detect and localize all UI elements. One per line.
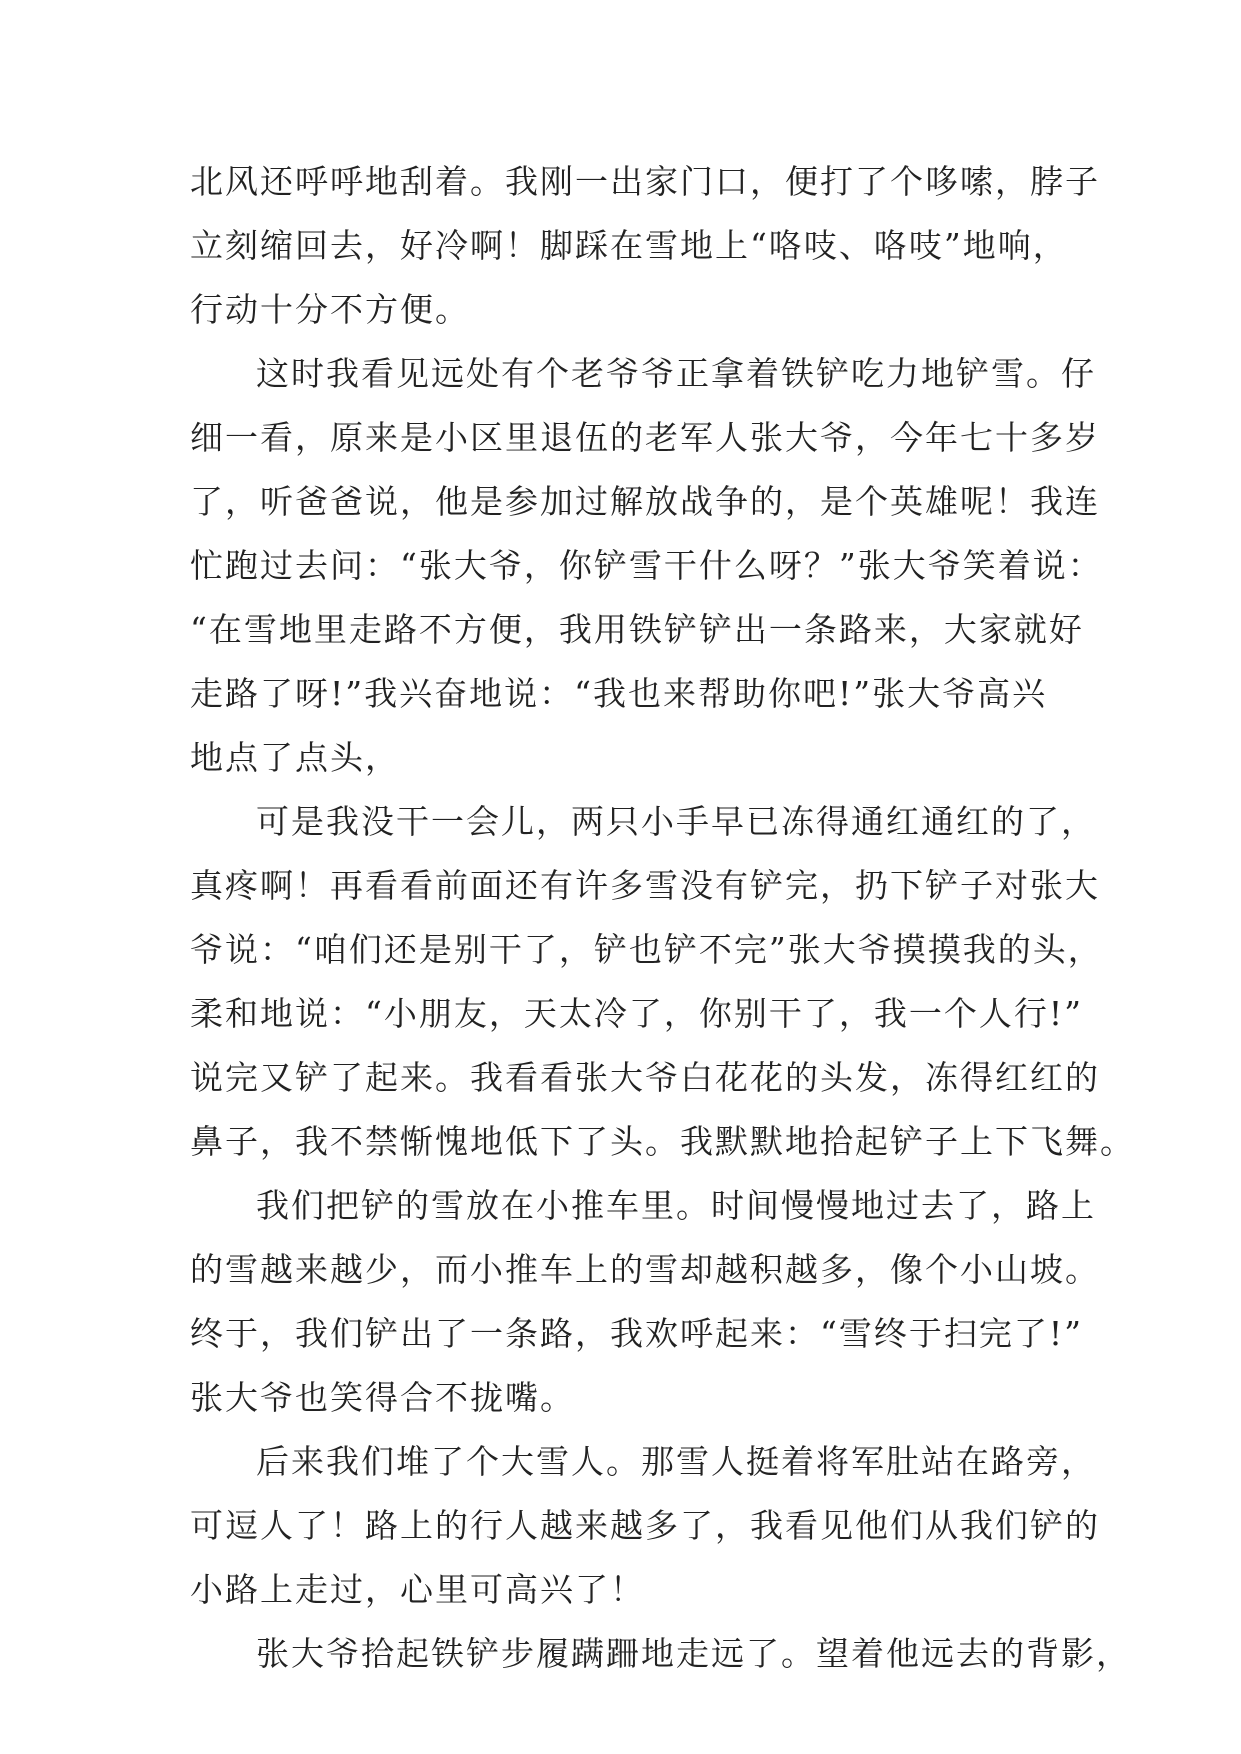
paragraph-first-line: 后来我们堆了个大雪人。那雪人挺着将军肚站在路旁， [256,1442,1096,1481]
text-line: 张大爷也笑得合不拢嘴。 [190,1378,575,1417]
text-line: 细一看，原来是小区里退伍的老军人张大爷，今年七十多岁 [190,418,1100,457]
paragraph-first-line: 可是我没干一会儿，两只小手早已冻得通红通红的了， [256,802,1096,841]
text-line: 鼻子，我不禁惭愧地低下了头。我默默地拾起铲子上下飞舞。 [190,1122,1135,1161]
text-line: 爷说：“咱们还是别干了，铲也铲不完”张大爷摸摸我的头， [190,930,1103,969]
paragraph-first-line: 我们把铲的雪放在小推车里。时间慢慢地过去了，路上 [256,1186,1096,1225]
text-line: 可逗人了！路上的行人越来越多了，我看见他们从我们铲的 [190,1506,1100,1545]
paragraph-first-line: 这时我看见远处有个老爷爷正拿着铁铲吃力地铲雪。仔 [256,354,1096,393]
text-line: 终于，我们铲出了一条路，我欢呼起来：“雪终于扫完了!” [190,1314,1084,1353]
text-line: 立刻缩回去，好冷啊！脚踩在雪地上“咯吱、咯吱”地响， [190,226,1068,265]
text-line: “在雪地里走路不方便，我用铁铲铲出一条路来，大家就好 [190,610,1084,649]
text-line: 柔和地说：“小朋友，天太冷了，你别干了，我一个人行!” [190,994,1084,1033]
text-line: 的雪越来越少，而小推车上的雪却越积越多，像个小山坡。 [190,1250,1100,1289]
text-line: 忙跑过去问：“张大爷，你铲雪干什么呀？”张大爷笑着说： [190,546,1103,585]
text-line: 真疼啊！再看看前面还有许多雪没有铲完，扔下铲子对张大 [190,866,1100,905]
text-line: 走路了呀!”我兴奋地说：“我也来帮助你吧!”张大爷高兴 [190,674,1048,713]
article-body [190,150,1135,1686]
text-line: 地点了点头， [190,738,400,777]
text-line: 了，听爸爸说，他是参加过解放战争的，是个英雄呢！我连 [190,482,1100,521]
text-line: 北风还呼呼地刮着。我刚一出家门口，便打了个哆嗦，脖子 [190,162,1100,201]
paragraph-first-line: 张大爷拾起铁铲步履蹒跚地走远了。望着他远去的背影， [256,1634,1131,1673]
text-line: 说完又铲了起来。我看看张大爷白花花的头发，冻得红红的 [190,1058,1100,1097]
text-line: 小路上走过，心里可高兴了！ [190,1570,645,1609]
text-line: 行动十分不方便。 [190,290,470,329]
